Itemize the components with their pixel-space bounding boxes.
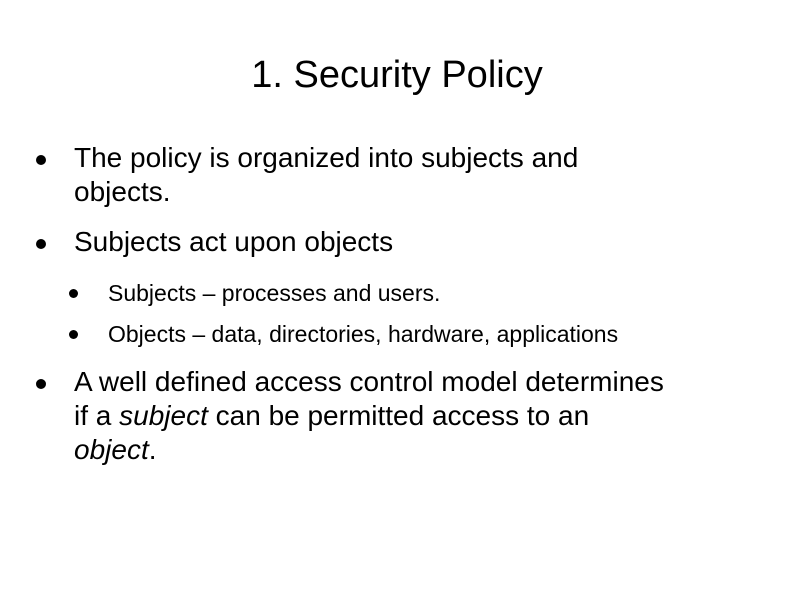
text-fragment: . (148, 434, 157, 465)
bullet-text-line (74, 399, 774, 433)
bullet-item-subjects-act: Subjects act upon objects (74, 226, 394, 257)
bullet-dot-icon (36, 155, 46, 165)
bullet-text-line (74, 433, 774, 467)
bullet-text-line: A well defined access control model determines (74, 366, 664, 397)
bullet-dot-icon (36, 239, 46, 249)
sub-bullet-dot-icon (69, 289, 78, 298)
bullet-dot-icon (36, 379, 46, 389)
bullet-item-access-control-model (74, 365, 774, 467)
bullet-text-line: The policy is organized into subjects and (74, 142, 579, 173)
sub-bullet-dot-icon (69, 330, 78, 339)
text-fragment: if a (74, 400, 120, 431)
emphasis-object: object (74, 434, 149, 465)
sub-bullet-item-subjects: Subjects – processes and users. (108, 280, 441, 306)
emphasis-subject: subject (119, 400, 208, 431)
text-fragment: can be permitted access to an (207, 400, 590, 431)
bullet-text-line: objects. (74, 176, 171, 207)
bullet-item-policy-organization (74, 141, 774, 209)
slide-title: 1. Security Policy (251, 54, 543, 96)
sub-bullet-item-objects: Objects – data, directories, hardware, applications (108, 321, 619, 347)
